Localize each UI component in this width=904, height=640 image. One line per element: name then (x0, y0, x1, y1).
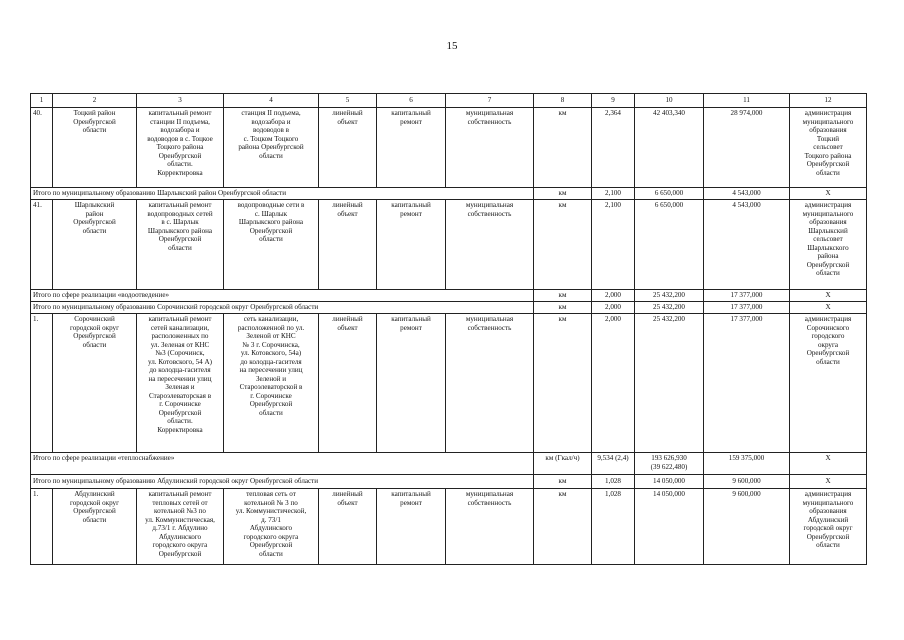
header-cell: 7 (446, 94, 534, 108)
x-cell: X (790, 188, 867, 200)
unit-cell: км (534, 108, 592, 188)
cost-cell: 42 403,340 (635, 108, 704, 188)
header-cell: 10 (635, 94, 704, 108)
objects-table (30, 93, 867, 565)
total-label: Итого по сфере реализации «теплоснабжение» (31, 453, 534, 475)
table-row (31, 314, 867, 453)
header-cell: 11 (704, 94, 790, 108)
funding-cell: 17 377,000 (704, 314, 790, 453)
quantity-cell: 2,000 (592, 314, 635, 453)
cost-cell: 193 626,930 (39 622,480) (635, 453, 704, 475)
object-type-cell: линейный объект (319, 108, 377, 188)
object-cell: тепловая сеть от котельной № 3 по ул. Коммунистической, д. 73/1 Абдулинского городского округа Оренбургской области (224, 489, 319, 565)
cost-cell: 6 650,000 (635, 200, 704, 290)
funding-cell: 4 543,000 (704, 188, 790, 200)
table-row (31, 489, 867, 565)
row-number: 40. (31, 108, 53, 188)
object-cell: водопроводные сети в с. Шарлык Шарлыкского района Оренбургской области (224, 200, 319, 290)
unit-cell: км (534, 314, 592, 453)
district-cell: Абдулинский городской округ Оренбургской области (53, 489, 137, 565)
total-row (31, 290, 867, 302)
funding-cell: 159 375,000 (704, 453, 790, 475)
total-row (31, 302, 867, 314)
cost-cell: 25 432,200 (635, 302, 704, 314)
funding-cell: 9 600,000 (704, 475, 790, 489)
ownership-cell: муниципальная собственность (446, 489, 534, 565)
header-cell: 12 (790, 94, 867, 108)
unit-cell: км (534, 290, 592, 302)
header-cell: 9 (592, 94, 635, 108)
total-row (31, 475, 867, 489)
cost-cell: 14 050,000 (635, 489, 704, 565)
funding-cell: 28 974,000 (704, 108, 790, 188)
object-cell: станция II подъема, водозабора и водоводов в с. Тоцком Тоцкого района Оренбургской области (224, 108, 319, 188)
row-number: 1. (31, 489, 53, 565)
unit-cell: км (Гкал/ч) (534, 453, 592, 475)
quantity-cell: 2,100 (592, 200, 635, 290)
work-name-cell: капитальный ремонт водопроводных сетей в с. Шарлык Шарлыкского района Оренбургской области (137, 200, 224, 290)
x-cell: X (790, 290, 867, 302)
cost-cell: 14 050,000 (635, 475, 704, 489)
unit-cell: км (534, 475, 592, 489)
funding-cell: 17 377,000 (704, 302, 790, 314)
district-cell: Шарлыкский район Оренбургской области (53, 200, 137, 290)
quantity-cell: 2,100 (592, 188, 635, 200)
x-cell: X (790, 475, 867, 489)
unit-cell: км (534, 489, 592, 565)
unit-cell: км (534, 302, 592, 314)
total-row (31, 188, 867, 200)
row-number: 41. (31, 200, 53, 290)
customer-cell: администрация муниципального образования Абдулинский городской округ Оренбургской области (790, 489, 867, 565)
header-cell: 6 (377, 94, 446, 108)
funding-cell: 17 377,000 (704, 290, 790, 302)
work-name-cell: капитальный ремонт сетей канализации, расположенных по ул. Зеленая от КНС №3 (Сорочинск, ул. Котовского, 54 А) до колодца-гасителя на пересечении улиц Зеленая и Староэлеваторская в г. Сорочинске Оренбургской области. Корректировка (137, 314, 224, 453)
object-type-cell: линейный объект (319, 314, 377, 453)
customer-cell: администрация муниципального образования Тоцкий сельсовет Тоцкого района Оренбургской области (790, 108, 867, 188)
quantity-cell: 1,028 (592, 475, 635, 489)
unit-cell: км (534, 188, 592, 200)
header-cell: 5 (319, 94, 377, 108)
ownership-cell: муниципальная собственность (446, 314, 534, 453)
district-cell: Сорочинский городской округ Оренбургской области (53, 314, 137, 453)
work-kind-cell: капитальный ремонт (377, 489, 446, 565)
table-row (31, 200, 867, 290)
quantity-cell: 2,364 (592, 108, 635, 188)
quantity-cell: 1,028 (592, 489, 635, 565)
total-label: Итого по муниципальному образованию Абдулинский городской округ Оренбургской области (31, 475, 534, 489)
work-kind-cell: капитальный ремонт (377, 108, 446, 188)
object-type-cell: линейный объект (319, 200, 377, 290)
quantity-cell: 2,000 (592, 290, 635, 302)
cost-cell: 6 650,000 (635, 188, 704, 200)
header-cell: 4 (224, 94, 319, 108)
table-row (31, 108, 867, 188)
customer-cell: администрация муниципального образования Шарлыкский сельсовет Шарлыкского района Оренбургской области (790, 200, 867, 290)
funding-cell: 4 543,000 (704, 200, 790, 290)
work-name-cell: капитальный ремонт тепловых сетей от котельной №3 по ул. Коммунистическая, д.73/1 г. Абдулино Абдулинского городского округа Оренбургской (137, 489, 224, 565)
funding-cell: 9 600,000 (704, 489, 790, 565)
header-cell: 2 (53, 94, 137, 108)
total-label: Итого по сфере реализации «водоотведение» (31, 290, 534, 302)
quantity-cell: 2,000 (592, 302, 635, 314)
cost-cell: 25 432,200 (635, 290, 704, 302)
header-cell: 1 (31, 94, 53, 108)
x-cell: X (790, 453, 867, 475)
total-label: Итого по муниципальному образованию Шарлыкский район Оренбургской области (31, 188, 534, 200)
header-cell: 3 (137, 94, 224, 108)
row-number: 1. (31, 314, 53, 453)
object-type-cell: линейный объект (319, 489, 377, 565)
work-name-cell: капитальный ремонт станции II подъема, водозабора и водоводов в с. Тоцкое Тоцкого района Оренбургской области. Корректировка (137, 108, 224, 188)
work-kind-cell: капитальный ремонт (377, 314, 446, 453)
work-kind-cell: капитальный ремонт (377, 200, 446, 290)
x-cell: X (790, 302, 867, 314)
cost-cell: 25 432,200 (635, 314, 704, 453)
header-row (31, 94, 867, 108)
district-cell: Тоцкий район Оренбургской области (53, 108, 137, 188)
unit-cell: км (534, 200, 592, 290)
page-number: 15 (446, 40, 458, 52)
ownership-cell: муниципальная собственность (446, 108, 534, 188)
customer-cell: администрация Сорочинского городского округа Оренбургской области (790, 314, 867, 453)
quantity-cell: 9,534 (2,4) (592, 453, 635, 475)
header-cell: 8 (534, 94, 592, 108)
ownership-cell: муниципальная собственность (446, 200, 534, 290)
total-row (31, 453, 867, 475)
object-cell: сеть канализации, расположенной по ул. Зеленой от КНС № 3 г. Сорочинска, ул. Котовского, 54а) до колодца-гасителя на пересечении улиц Зеленой и Староэлеваторской в г. Сорочинске Оренбургской области (224, 314, 319, 453)
total-label: Итого по муниципальному образованию Сорочинский городской округ Оренбургской области (31, 302, 534, 314)
